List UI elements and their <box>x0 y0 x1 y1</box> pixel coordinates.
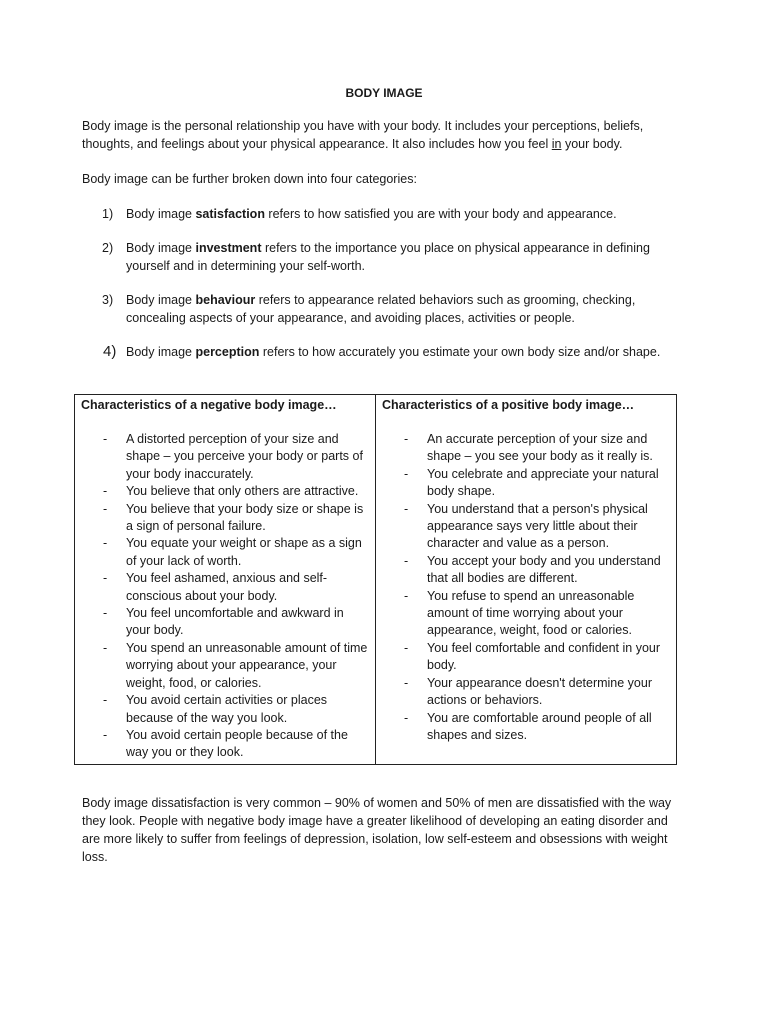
dash-bullet: - <box>103 693 108 708</box>
category-number: 1) <box>102 207 114 221</box>
category-number: 4) <box>103 343 117 360</box>
positive-item <box>376 675 676 710</box>
category-text: refers to how satisfied you are with your body and appearance. <box>264 207 617 221</box>
dash-bullet: - <box>103 606 108 621</box>
negative-item-text: You feel ashamed, anxious and self-conscious about your body. <box>126 571 328 603</box>
category-term: investment <box>195 241 262 255</box>
dash-bullet: - <box>404 501 409 516</box>
positive-item <box>376 588 676 640</box>
category-term: behaviour <box>195 293 256 307</box>
positive-item <box>376 501 676 553</box>
category-text: Body image <box>126 293 196 307</box>
negative-item <box>75 640 375 692</box>
positive-item-text: You celebrate and appreciate your natural body shape. <box>427 466 659 499</box>
negative-item <box>75 501 375 536</box>
dash-bullet: - <box>404 432 409 446</box>
category-item <box>82 205 682 223</box>
dash-bullet: - <box>404 675 409 690</box>
positive-item-text: Your appearance doesn't determine your actions or behaviors. <box>427 675 652 708</box>
dash-bullet: - <box>404 466 409 481</box>
category-item <box>82 239 682 275</box>
characteristics-table <box>74 394 677 765</box>
negative-item-text: You spend an unreasonable amount of time worrying about your appearance, your weight, food, or calories. <box>126 640 368 690</box>
negative-item-text: You feel uncomfortable and awkward in your body. <box>126 606 344 638</box>
category-text: refers to how accurately you estimate your own body size and/or shape. <box>259 345 661 359</box>
negative-item <box>75 570 375 605</box>
dash-bullet: - <box>103 484 108 499</box>
positive-item-text: An accurate perception of your size and shape – you see your body as it really is. <box>427 432 653 464</box>
positive-list <box>376 421 676 746</box>
category-text: Body image <box>126 207 196 221</box>
positive-item <box>376 553 676 588</box>
dash-bullet: - <box>103 727 108 742</box>
category-text: Body image <box>126 241 196 255</box>
negative-item <box>75 692 375 727</box>
intro-text-pre: Body image is the personal relationship you have with your body. It includes your perceptions, beliefs, thoughts, and feelings about your physical appearance. It also includes how you feel <box>82 119 644 151</box>
negative-item-text: A distorted perception of your size and shape – you perceive your body or parts of your body inaccurately. <box>126 432 363 481</box>
positive-item-text: You are comfortable around people of all shapes and sizes. <box>427 710 652 742</box>
dash-bullet: - <box>103 536 108 551</box>
positive-item-text: You refuse to spend an unreasonable amount of time worrying about your appearance, weight, food or calories. <box>427 588 635 638</box>
categories-intro: Body image can be further broken down into four categories: <box>82 172 417 186</box>
positive-item-text: You understand that a person's physical appearance says very little about their character and value as a person. <box>427 501 648 551</box>
negative-item-text: You believe that only others are attractive. <box>126 484 359 499</box>
categories-list <box>82 205 682 361</box>
positive-item <box>376 640 676 675</box>
negative-column <box>75 395 376 765</box>
category-term: perception <box>195 345 260 359</box>
dash-bullet: - <box>103 640 108 655</box>
negative-item <box>75 727 375 762</box>
category-text: Body image <box>126 345 196 359</box>
negative-item-text: You avoid certain people because of the way you or they look. <box>126 727 348 760</box>
category-number: 3) <box>102 293 114 307</box>
negative-item <box>75 535 375 570</box>
negative-item-text: You avoid certain activities or places because of the way you look. <box>126 693 328 725</box>
positive-column <box>376 395 677 765</box>
intro-text-post: your body. <box>561 137 623 151</box>
dash-bullet: - <box>103 501 108 516</box>
negative-item-text: You believe that your body size or shape is a sign of personal failure. <box>126 501 364 534</box>
positive-item-text: You accept your body and you understand that all bodies are different. <box>427 553 661 586</box>
intro-paragraph <box>82 117 692 153</box>
category-item <box>82 291 682 327</box>
positive-heading: Characteristics of a positive body image… <box>382 398 635 412</box>
dash-bullet: - <box>404 588 409 603</box>
dash-bullet: - <box>103 432 108 446</box>
category-number: 2) <box>102 241 114 255</box>
negative-item <box>75 431 375 483</box>
negative-item <box>75 483 375 500</box>
positive-item <box>376 466 676 501</box>
dash-bullet: - <box>103 571 108 586</box>
dash-bullet: - <box>404 640 409 655</box>
outro-paragraph: Body image dissatisfaction is very common – 90% of women and 50% of men are dissatisfied with the way they look. People with negative body image have a greater likelihood of developing an eating disorder and are more likely to suffer from feelings of depression, isolation, low self-esteem and obsessions with weight loss. <box>82 796 672 864</box>
dash-bullet: - <box>404 710 409 725</box>
category-text: refers to the importance you place on physical appearance in defining yourself and in determining your self-worth. <box>126 241 650 273</box>
category-item <box>82 343 682 361</box>
negative-item-text: You equate your weight or shape as a sign of your lack of worth. <box>126 536 362 568</box>
positive-item-text: You feel comfortable and confident in your body. <box>427 640 661 673</box>
negative-list <box>75 421 375 764</box>
page-title: BODY IMAGE <box>345 86 423 100</box>
intro-underlined-word: in <box>551 137 562 151</box>
negative-item <box>75 605 375 640</box>
negative-heading: Characteristics of a negative body image… <box>81 398 337 412</box>
positive-item <box>376 710 676 745</box>
positive-item <box>376 431 676 466</box>
category-text: refers to appearance related behaviors such as grooming, checking, concealing aspects of your appearance, and avoiding places, activities or people. <box>126 293 636 325</box>
category-term: satisfaction <box>195 207 265 221</box>
dash-bullet: - <box>404 553 409 568</box>
